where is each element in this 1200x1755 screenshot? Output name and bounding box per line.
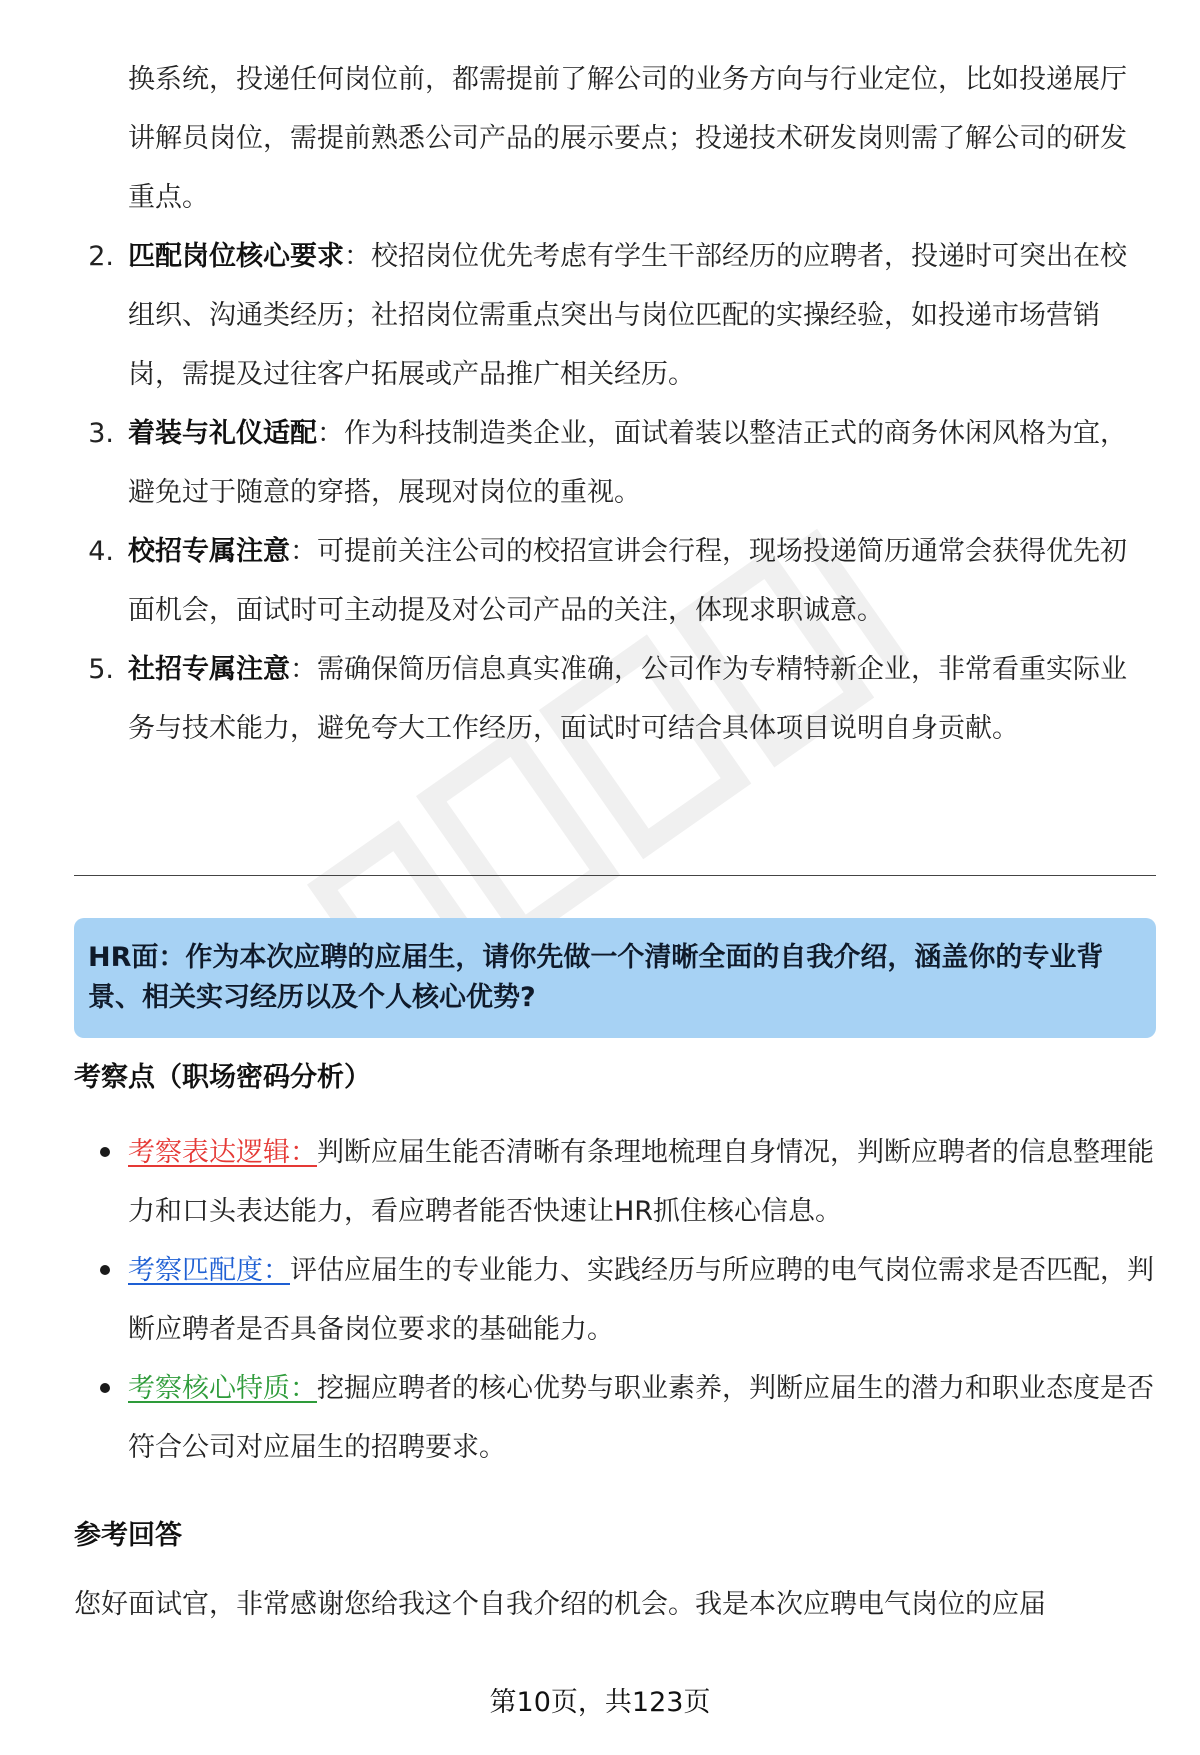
list-item-continuation	[74, 50, 1144, 227]
hr-question-text: HR面：作为本次应聘的应届生，请你先做一个清晰全面的自我介绍，涵盖你的专业背景、相关实习经历以及个人核心优势?	[88, 942, 1104, 1013]
list-item-text: ：校招岗位优先考虑有学生干部经历的应聘者，投递时可突出在校组织、沟通类经历；社招岗位需重点突出与岗位匹配的实操经验，如投递市场营销岗，需提及过往客户拓展或产品推广相关经历。	[128, 241, 1127, 390]
list-item	[74, 227, 1144, 404]
numbered-list	[74, 50, 1144, 758]
list-item	[74, 640, 1144, 758]
bullet-item	[74, 1359, 1156, 1477]
list-item	[74, 522, 1144, 640]
bullet-list	[74, 1123, 1156, 1477]
bullet-dot	[100, 1383, 110, 1393]
section-heading-answer: 参考回答	[74, 1520, 182, 1551]
point-label: 考察表达逻辑：	[128, 1137, 317, 1168]
list-number: 2.	[88, 241, 114, 272]
list-item-title: 着装与礼仪适配	[128, 418, 317, 449]
point-text: 评估应届生的专业能力、实践经历与所应聘的电气岗位需求是否匹配，判断应聘者是否具备岗位要求的基础能力。	[128, 1255, 1154, 1345]
divider	[74, 875, 1156, 876]
bullet-dot	[100, 1265, 110, 1275]
bullet-item	[74, 1241, 1156, 1359]
point-text: 判断应届生能否清晰有条理地梳理自身情况，判断应聘者的信息整理能力和口头表达能力，看应聘者能否快速让HR抓住核心信息。	[128, 1137, 1154, 1227]
point-text: 挖掘应聘者的核心优势与职业素养，判断应届生的潜力和职业态度是否符合公司对应届生的招聘要求。	[128, 1373, 1154, 1463]
list-item-text: ：需确保简历信息真实准确，公司作为专精特新企业，非常看重实际业务与技术能力，避免夸大工作经历，面试时可结合具体项目说明自身贡献。	[128, 654, 1127, 744]
bullet-item	[74, 1123, 1156, 1241]
point-label: 考察核心特质：	[128, 1373, 317, 1404]
section-heading-points: 考察点（职场密码分析）	[74, 1062, 371, 1093]
page-footer: 第10页，共123页	[489, 1687, 711, 1718]
list-item-title: 匹配岗位核心要求	[128, 241, 344, 272]
list-item-text: ：可提前关注公司的校招宣讲会行程，现场投递简历通常会获得优先初面机会，面试时可主动提及对公司产品的关注，体现求职诚意。	[128, 536, 1127, 626]
list-number: 4.	[88, 536, 114, 567]
answer-text: 您好面试官，非常感谢您给我这个自我介绍的机会。我是本次应聘电气岗位的应届	[74, 1589, 1046, 1620]
list-item-title: 校招专属注意	[128, 536, 290, 567]
point-label: 考察匹配度：	[128, 1255, 290, 1286]
list-number: 3.	[88, 418, 114, 449]
bullet-dot	[100, 1147, 110, 1157]
hr-question-box	[74, 918, 1156, 1038]
list-item-text: 换系统，投递任何岗位前，都需提前了解公司的业务方向与行业定位，比如投递展厅讲解员岗位，需提前熟悉公司产品的展示要点；投递技术研发岗则需了解公司的研发重点。	[128, 64, 1127, 213]
list-item-text: ：作为科技制造类企业，面试着装以整洁正式的商务休闲风格为宜，避免过于随意的穿搭，展现对岗位的重视。	[128, 418, 1127, 508]
list-number: 5.	[88, 654, 114, 685]
list-item-title: 社招专属注意	[128, 654, 290, 685]
list-item	[74, 404, 1144, 522]
